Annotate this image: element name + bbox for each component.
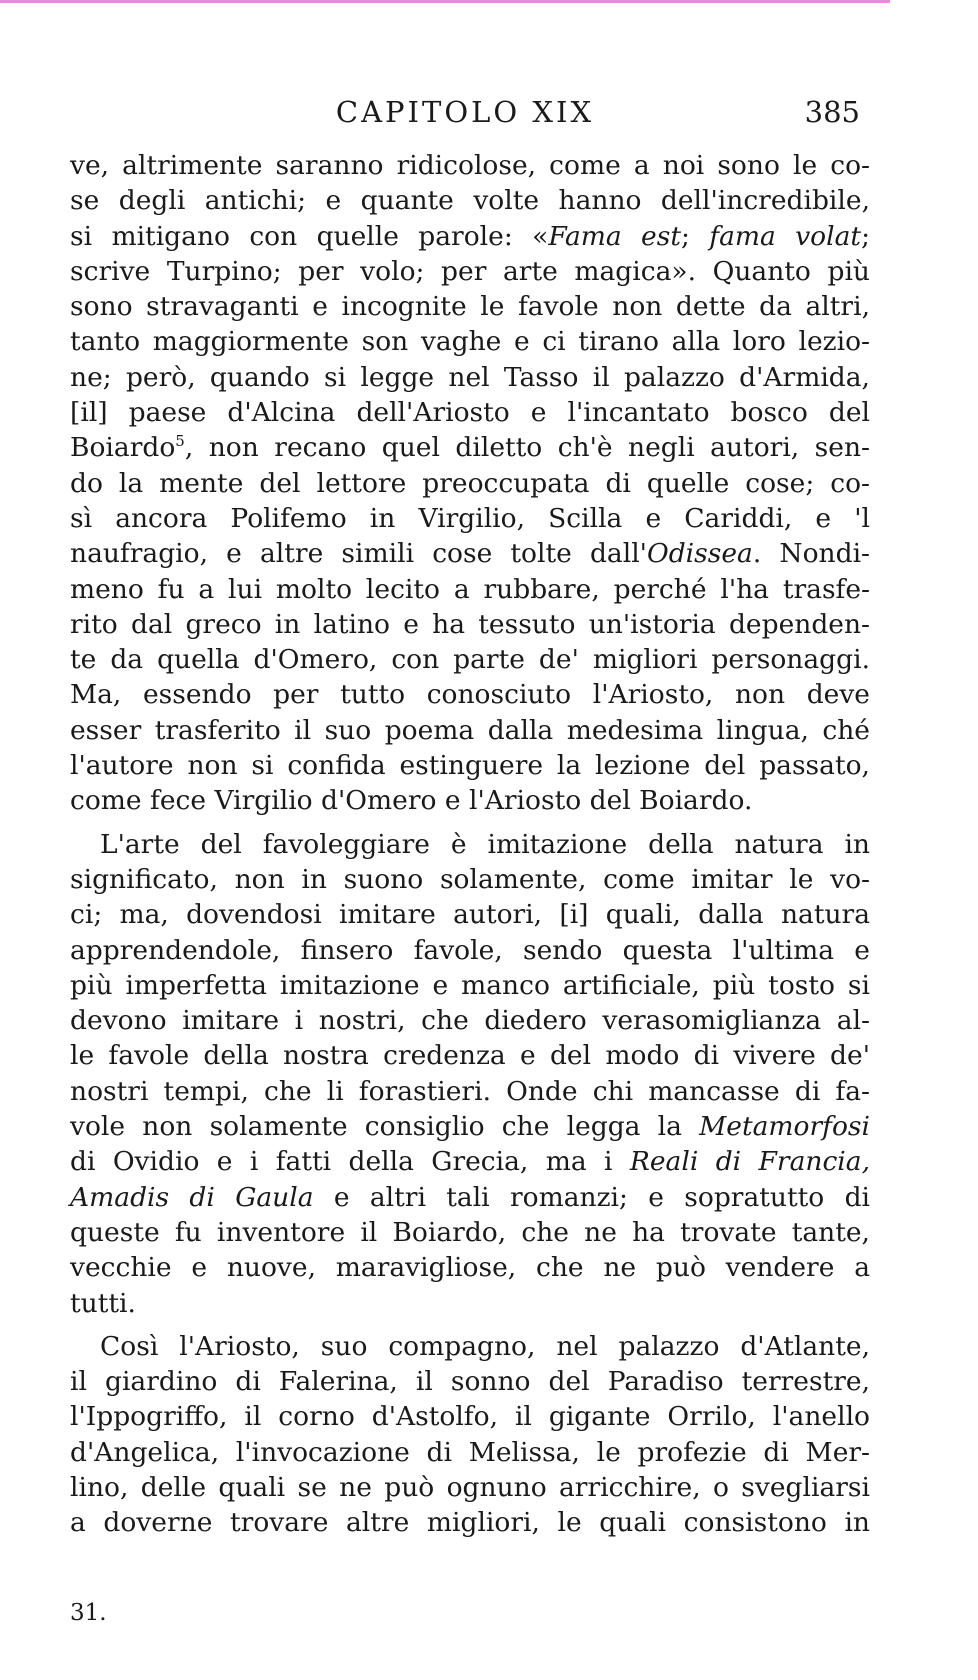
paragraph bbox=[70, 827, 870, 1321]
text-line bbox=[70, 642, 870, 677]
text-line bbox=[70, 1109, 870, 1144]
text-line bbox=[70, 1003, 870, 1038]
text-segment: do la mente del lettore preoccupata di quelle cose; co- bbox=[70, 467, 870, 499]
text-segment: di Ovidio e i fatti della Grecia, ma i bbox=[70, 1146, 630, 1178]
text-line bbox=[70, 862, 870, 897]
text-line bbox=[70, 1364, 870, 1399]
text-line bbox=[70, 466, 870, 501]
text-segment: Ma, essendo per tutto conosciuto l'Ariosto, non deve bbox=[70, 679, 870, 711]
text-segment: sì ancora Polifemo in Virgilio, Scilla e Cariddi, e 'l bbox=[70, 502, 870, 534]
text-segment: scrive Turpino; per volo; per arte magica». Quanto più bbox=[70, 255, 870, 287]
signature-mark: 31. bbox=[70, 1600, 107, 1626]
text-segment: Così l'Ariosto, suo compagno, nel palazzo d'Atlante, bbox=[100, 1330, 870, 1362]
text-line bbox=[70, 713, 870, 748]
text-segment: e altri tali romanzi; e sopratutto di bbox=[313, 1181, 871, 1213]
text-segment: vecchie e nuove, maravigliose, che ne può vendere a bbox=[70, 1252, 870, 1284]
text-segment: naufragio, e altre simili cose tolte dall' bbox=[70, 538, 647, 570]
text-segment: l'Ippogriffo, il corno d'Astolfo, il gigante Orrilo, l'anello bbox=[70, 1401, 870, 1433]
text-segment: più imperfetta imitazione e manco artificiale, più tosto si bbox=[70, 969, 870, 1001]
text-line bbox=[70, 1144, 870, 1179]
text-segment: queste fu inventore il Boiardo, che ne ha trovate tante, bbox=[70, 1216, 870, 1248]
paragraph-gap bbox=[70, 819, 870, 827]
text-segment: ve, altrimente saranno ridicolose, come a noi sono le co- bbox=[70, 150, 870, 181]
text-segment: nostri tempi, che li forastieri. Onde chi mancasse di fa- bbox=[70, 1075, 870, 1107]
text-segment: , non recano quel diletto ch'è negli autori, sen- bbox=[184, 432, 870, 464]
text-line bbox=[70, 783, 870, 818]
text-segment: l'autore non si confida estinguere la lezione del passato, bbox=[70, 750, 870, 782]
text-line bbox=[70, 219, 870, 254]
text-segment: tanto maggiormente son vaghe e ci tirano alla loro lezio- bbox=[70, 326, 870, 358]
text-segment: tutti. bbox=[70, 1287, 136, 1319]
body-text bbox=[70, 148, 870, 1541]
paragraph-gap bbox=[70, 1321, 870, 1329]
text-segment: significato, non in suono solamente, come imitar le vo- bbox=[70, 863, 870, 895]
page-number: 385 bbox=[804, 95, 860, 129]
text-line bbox=[70, 1038, 870, 1073]
text-segment: ci; ma, dovendosi imitare autori, [i] quali, dalla natura bbox=[70, 899, 870, 931]
text-segment: ; bbox=[861, 220, 870, 252]
text-line bbox=[70, 897, 870, 932]
text-line bbox=[70, 1435, 870, 1470]
text-line bbox=[70, 607, 870, 642]
text-line bbox=[70, 324, 870, 359]
italic-text: Odissea bbox=[646, 538, 753, 570]
text-segment: a doverne trovare altre migliori, le quali consistono in bbox=[70, 1507, 870, 1539]
text-segment: lino, delle quali se ne può ognuno arricchire, o svegliarsi bbox=[70, 1471, 870, 1503]
text-line bbox=[70, 395, 870, 430]
paragraph bbox=[70, 1329, 870, 1541]
text-segment: come fece Virgilio d'Omero e l'Ariosto del Boiardo. bbox=[70, 785, 753, 817]
chapter-title: CAPITOLO XIX bbox=[335, 95, 595, 129]
text-segment: meno fu a lui molto lecito a rubbare, perché l'ha trasfe- bbox=[70, 573, 870, 605]
text-line bbox=[70, 289, 870, 324]
text-line bbox=[70, 1470, 870, 1505]
footnote-marker: 5 bbox=[175, 432, 185, 451]
text-segment: . Nondi- bbox=[752, 538, 870, 570]
text-line bbox=[70, 677, 870, 712]
text-line bbox=[70, 1180, 870, 1215]
italic-text: Amadis di Gaula bbox=[70, 1181, 314, 1213]
text-segment: d'Angelica, l'invocazione di Melissa, le profezie di Mer- bbox=[70, 1436, 870, 1468]
text-line bbox=[70, 933, 870, 968]
paragraph bbox=[70, 148, 870, 819]
text-segment: [il] paese d'Alcina dell'Ariosto e l'incantato bosco del bbox=[70, 397, 870, 429]
text-line bbox=[70, 1250, 870, 1285]
text-segment: vole non solamente consiglio che legga la bbox=[70, 1111, 700, 1143]
text-line bbox=[70, 536, 870, 571]
text-line bbox=[70, 1286, 870, 1321]
top-border-line bbox=[0, 0, 890, 3]
text-segment: devono imitare i nostri, che diedero verasomiglianza al- bbox=[70, 1005, 870, 1037]
text-line bbox=[70, 360, 870, 395]
italic-text: Fama est bbox=[548, 220, 681, 252]
text-line bbox=[70, 1505, 870, 1540]
text-segment: se degli antichi; e quante volte hanno dell'incredibile, bbox=[70, 185, 870, 217]
text-segment: ; bbox=[680, 220, 710, 252]
text-segment: rito dal greco in latino e ha tessuto un'istoria dependen- bbox=[70, 608, 870, 640]
text-segment: ne; però, quando si legge nel Tasso il palazzo d'Armida, bbox=[70, 361, 870, 393]
text-line bbox=[70, 148, 870, 183]
text-line bbox=[70, 1399, 870, 1434]
text-line bbox=[70, 183, 870, 218]
text-segment: le favole della nostra credenza e del modo di vivere de' bbox=[70, 1040, 870, 1072]
text-line bbox=[70, 827, 870, 862]
text-segment: apprendendole, finsero favole, sendo questa l'ultima e bbox=[70, 934, 870, 966]
text-segment: si mitigano con quelle parole: « bbox=[70, 220, 549, 252]
text-line bbox=[70, 748, 870, 783]
text-segment: esser trasferito il suo poema dalla medesima lingua, ché bbox=[70, 714, 870, 746]
page-header bbox=[70, 95, 860, 135]
text-line bbox=[70, 430, 870, 465]
text-line bbox=[70, 254, 870, 289]
text-segment: Boiardo bbox=[70, 432, 176, 464]
text-line bbox=[70, 1074, 870, 1109]
text-segment: sono stravaganti e incognite le favole non dette da altri, bbox=[70, 291, 870, 323]
text-line bbox=[70, 1215, 870, 1250]
text-line bbox=[70, 572, 870, 607]
text-segment: te da quella d'Omero, con parte de' migliori personaggi. bbox=[70, 644, 870, 676]
text-line bbox=[70, 501, 870, 536]
italic-text: fama volat bbox=[709, 220, 862, 252]
text-line bbox=[70, 968, 870, 1003]
italic-text: Reali di Francia, bbox=[629, 1146, 870, 1178]
text-line bbox=[70, 1329, 870, 1364]
italic-text: Metamorfosi bbox=[699, 1111, 870, 1143]
text-segment: il giardino di Falerina, il sonno del Paradiso terrestre, bbox=[70, 1366, 870, 1398]
text-segment: L'arte del favoleggiare è imitazione della natura in bbox=[100, 828, 870, 860]
